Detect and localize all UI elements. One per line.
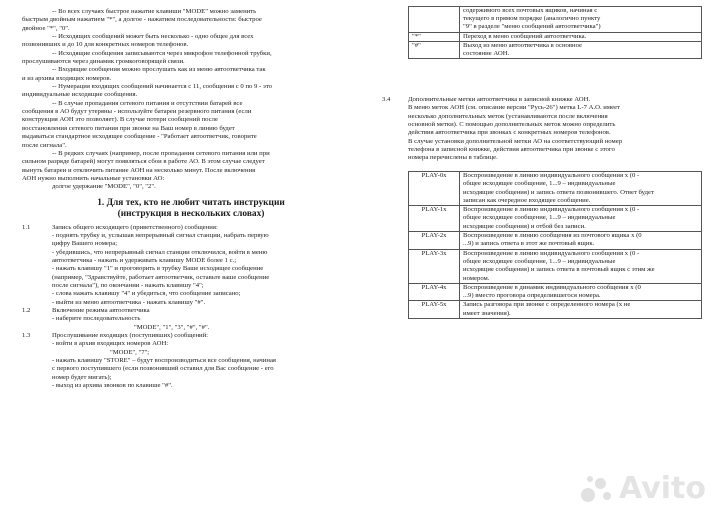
section-1-1-title: 1.1 Запись общего исходящего (приветственного) сообщения: <box>22 223 218 231</box>
table-row <box>409 172 702 206</box>
text-line: телефона в записной книжке, действия автоответчика при звонке с этого <box>408 146 615 154</box>
table-text-cell <box>460 249 702 283</box>
text-line: -- В случае пропадания сетевого питания и отсутствии батарей все <box>52 99 243 107</box>
table-row <box>409 249 702 283</box>
cell-line: Воспроизведение в линию сообщения из почтового ящика x (0 <box>463 232 642 240</box>
section-1-3-steps <box>22 340 360 390</box>
text-line: индивидуальные исходящие сообщения. <box>22 91 138 99</box>
intro-notes <box>22 8 360 192</box>
table-text-cell <box>460 172 702 206</box>
text-line: с первого поступившего (если позвонивший оставил для Вас сообщение - его <box>52 365 274 373</box>
table-row <box>409 32 702 41</box>
text-line: основной метки). С помощью дополнительных меток можно определить <box>408 121 616 129</box>
avito-logo-icon <box>581 474 615 504</box>
text-line: действия автоответчика при звонках с конкретных номеров телефонов. <box>408 129 611 137</box>
text-line: сильном разряде батарей) могут появляться сбои в работе АО. В этом случае следует <box>22 158 265 166</box>
cell-line: ...9) и запись ответа в этот же почтовый ящик. <box>463 240 595 248</box>
cell-line: исходящие сообщения) и запись ответа позвонившего. Ответ будет <box>463 188 654 196</box>
text-line: несколько дополнительных меток (устанавливаются после включения <box>408 112 608 120</box>
text-line: В меню меток АОН (см. описание версии "Русь-26") метка L-7 А.О. имеет <box>408 104 620 112</box>
table-text-cell <box>460 232 702 250</box>
table-key-cell: PLAY-3x <box>409 249 460 283</box>
menu-keys-table <box>408 6 702 59</box>
text-line: после сигнала". <box>22 141 67 149</box>
table-text-cell <box>460 7 702 33</box>
text-line: вынуть батареи и отключить питание АОН на несколько минут. После включения <box>22 166 256 174</box>
table-text-cell <box>460 301 702 319</box>
text-line: -- Входящие сообщения можно прослушать как из меню автоответчика так <box>52 66 266 74</box>
play-marks-table <box>408 171 702 319</box>
text-line: - выход из архива звонков по клавише "#". <box>52 382 173 390</box>
table-key-cell: PLAY-2x <box>409 232 460 250</box>
text-line: АОН нужно выполнить начальные установки АО: <box>22 174 165 182</box>
text-line: - нажать клавишу "STORE" – будут воспроизводиться все сообщения, начиная <box>52 357 276 365</box>
cell-line: состояние АОН. <box>463 50 510 58</box>
text-line: - слова нажать клавишу "4" и убедиться, что сообщение записано; <box>52 290 241 298</box>
text-line: двойное "*", "0". <box>22 24 70 32</box>
cell-line: Переход в меню сообщений автоответчика. <box>463 32 587 40</box>
cell-line: общее исходящее сообщение, 1...9 – индивидуальные <box>463 180 616 188</box>
table-text-cell <box>460 32 702 41</box>
text-line: - наберите последовательность <box>52 315 141 323</box>
table-key-cell: PLAY-5x <box>409 301 460 319</box>
table-key-cell: PLAY-1x <box>409 206 460 232</box>
text-line: автоответчика - нажать и удерживать клавишу MODE более 1 с.; <box>52 256 237 264</box>
table-text-cell <box>460 283 702 301</box>
table-text-cell <box>460 41 702 58</box>
table-row <box>409 206 702 232</box>
cell-line: Воспроизведение в линию индивидуального сообщения x (0 - <box>463 172 640 179</box>
text-line: быстрым двойным нажатием "*", а долгое - нажатием последовательности: быстрое <box>22 16 262 24</box>
text-line: - выйти из меню автоответчика - нажать клавишу "#". <box>52 298 206 306</box>
watermark-text: Avito <box>619 471 706 506</box>
cell-line: ...9) вместо проговора определившегося номера. <box>463 292 601 300</box>
table-key-cell: PLAY-0x <box>409 172 460 206</box>
text-line: прослушиваются через динамик громкоговорящей связи. <box>22 58 185 66</box>
section-1-1-steps <box>22 232 360 307</box>
cell-line: Воспроизведение в динамик индивидуального сообщения x (0 <box>463 283 641 291</box>
text-line: "MODE", "1", "3", "#", "#". <box>134 323 210 331</box>
table-key-cell: "*" <box>409 32 460 41</box>
text-line: "MODE", "7"; <box>110 348 150 356</box>
cell-line: Воспроизведение в линию индивидуального сообщения x (0 - <box>463 249 640 257</box>
text-line: -- Нумерация входящих сообщений начинается с 11, сообщения с 0 по 9 - это <box>52 83 273 91</box>
section-3-4-number: 3.4 <box>382 96 391 103</box>
table-row <box>409 41 702 58</box>
text-line: номер будет мигать); <box>52 373 112 381</box>
text-line: -- В редких случаях (например, после пропадания сетевого питания или при <box>52 149 270 157</box>
text-line: восстановления сетевого питания при звонке на Ваш номер в линию будет <box>22 124 235 132</box>
text-line: (например, "Здравствуйте, работает автоответчик, оставьте ваше сообщение <box>52 273 270 281</box>
text-line: сообщения в АО будут утеряны - используйте батареи резервного питания (если <box>22 108 252 116</box>
table-text-cell <box>460 206 702 232</box>
section-1-2-title: 1.2 Включение режима автоответчика <box>22 307 150 314</box>
cell-line: исходящие сообщения) и отбой без записи. <box>463 222 586 230</box>
text-line: выдаваться стандартное исходящее сообщение - "Работает автоответчик, говорите <box>22 133 257 141</box>
table-key-cell: "#" <box>409 41 460 58</box>
cell-line: общее исходящее сообщение, 1...9 – индивидуальные <box>463 214 616 222</box>
cell-line: содержимого всех почтовых ящиков, начиная с <box>463 7 598 14</box>
text-line: - войти в архив входящих номеров АОН: <box>52 340 169 348</box>
text-line: В случае установки дополнительной метки АО на соответствующий номер <box>408 137 623 145</box>
text-line: - поднять трубку и, услышав непрерывный сигнал станции, набрать первую <box>52 231 269 239</box>
left-column <box>22 8 360 390</box>
section-3-4-title: Дополнительные метки автоответчика в записной книжке АОН. <box>408 96 591 103</box>
cell-line: исходящие сообщения) и запись ответа в почтовый ящик с этим же <box>463 266 655 274</box>
cell-line: "9" в разделе "меню сообщений автоответчика") <box>463 23 601 31</box>
table-row <box>409 301 702 319</box>
table-key-cell <box>409 7 460 33</box>
text-line: конструкция АОН это позволяет). В случае потери сообщений после <box>22 116 218 124</box>
cell-line: номером. <box>463 274 490 282</box>
section-1-2-steps <box>22 315 360 332</box>
table-row <box>409 7 702 33</box>
text-line: цифру Вашего номера; <box>52 240 118 248</box>
text-line: позвонивших и до 10 для конкретных номеров телефонов. <box>22 41 189 49</box>
text-line: долгое удержание "MODE", "0", "2". <box>52 183 156 191</box>
text-line: -- Во всех случаях быстрое нажатие клавиши "MODE" можно заменить <box>52 8 257 15</box>
section-1-3-title: 1.3 Прослушивание входящих (поступивших) сообщений: <box>22 332 209 340</box>
text-line: номера перечислены в таблице. <box>408 154 498 162</box>
cell-line: Запись разговора при звонке с определенного номера (x не <box>463 301 631 309</box>
text-line: -- Исходящие сообщения записываются через микрофон телефонной трубки, <box>52 49 272 57</box>
section-heading: 1. Для тех, кто не любит читать инструкции <box>97 197 285 208</box>
table-row <box>409 232 702 250</box>
table-row <box>409 283 702 301</box>
cell-line: общее исходящее сообщение, 1...9 – индивидуальные <box>463 257 616 265</box>
text-line: - нажать клавишу "1" и проговорить в трубку Ваше исходящее сообщение <box>52 265 264 273</box>
cell-line: Воспроизведение в линию индивидуального сообщения x (0 - <box>463 206 640 214</box>
cell-line: текущего в прямом порядке (аналогично пункту <box>463 15 601 23</box>
section-subheading: (инструкция в нескольких словах) <box>117 208 265 219</box>
section-3-4 <box>382 96 704 163</box>
cell-line: имеет значения). <box>463 309 511 317</box>
text-line: -- Исходящих сообщений может быть несколько - одно общее для всех <box>52 33 254 41</box>
text-line: и из архива входящих номеров. <box>22 74 112 82</box>
cell-line: записан как очередное входящее сообщение. <box>463 196 591 204</box>
text-line: - убедившись, что непрерывный сигнал станции отключился, войти в меню <box>52 248 268 256</box>
avito-watermark <box>581 471 706 506</box>
section-3-4-body <box>382 104 704 162</box>
table-key-cell: PLAY-4x <box>409 283 460 301</box>
cell-line: Выход из меню автоответчика в основное <box>463 41 583 49</box>
text-line: после сигнала"), по окончании - нажать клавишу "4"; <box>52 281 204 289</box>
